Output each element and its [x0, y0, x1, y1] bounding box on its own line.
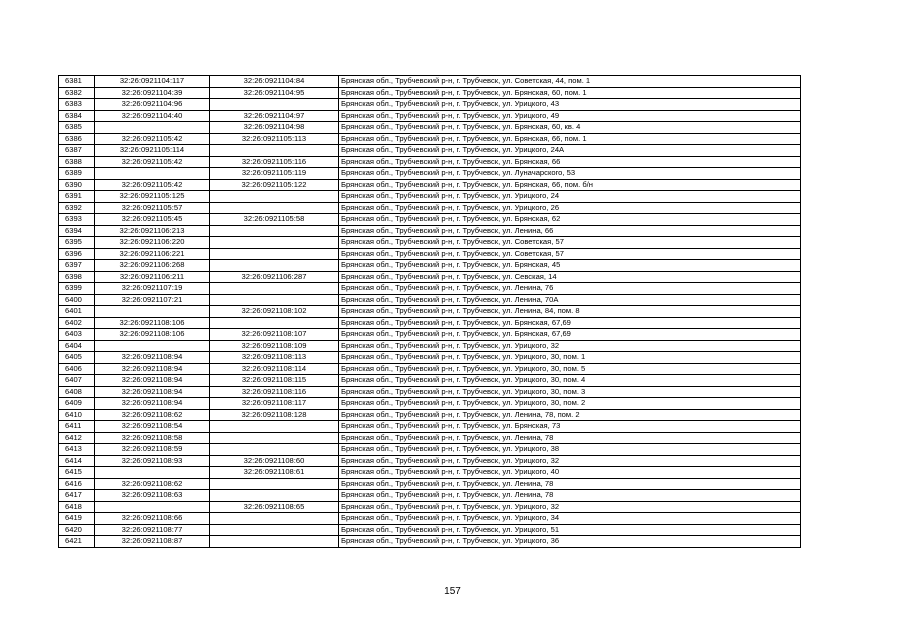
row-number-cell: 6387: [59, 145, 95, 157]
related-cadastral-number-cell: 32:26:0921105:119: [210, 168, 339, 180]
cadastral-number-cell: 32:26:0921108:94: [95, 363, 210, 375]
address-cell: Брянская обл., Трубчевский р-н, г. Трубчевск, ул. Брянская, 73: [339, 421, 801, 433]
address-cell: Брянская обл., Трубчевский р-н, г. Трубчевск, ул. Урицкого, 30, пом. 3: [339, 386, 801, 398]
related-cadastral-number-cell: 32:26:0921108:117: [210, 398, 339, 410]
row-number-cell: 6389: [59, 168, 95, 180]
row-number-cell: 6384: [59, 110, 95, 122]
table-row: [59, 168, 801, 180]
table-row: [59, 156, 801, 168]
cadastral-number-cell: 32:26:0921108:94: [95, 386, 210, 398]
table-row: [59, 340, 801, 352]
address-cell: Брянская обл., Трубчевский р-н, г. Трубчевск, ул. Брянская, 60, кв. 4: [339, 122, 801, 134]
cadastral-number-cell: 32:26:0921108:94: [95, 352, 210, 364]
registry-table-body: [59, 76, 801, 548]
cadastral-number-cell: 32:26:0921108:63: [95, 490, 210, 502]
row-number-cell: 6397: [59, 260, 95, 272]
related-cadastral-number-cell: 32:26:0921108:102: [210, 306, 339, 318]
table-row: [59, 490, 801, 502]
related-cadastral-number-cell: 32:26:0921108:113: [210, 352, 339, 364]
related-cadastral-number-cell: 32:26:0921108:115: [210, 375, 339, 387]
cadastral-number-cell: 32:26:0921108:106: [95, 317, 210, 329]
address-cell: Брянская обл., Трубчевский р-н, г. Трубчевск, ул. Урицкого, 26: [339, 202, 801, 214]
table-row: [59, 329, 801, 341]
address-cell: Брянская обл., Трубчевский р-н, г. Трубчевск, ул. Луначарского, 53: [339, 168, 801, 180]
cadastral-number-cell: 32:26:0921107:19: [95, 283, 210, 295]
table-row: [59, 214, 801, 226]
table-row: [59, 501, 801, 513]
row-number-cell: 6393: [59, 214, 95, 226]
address-cell: Брянская обл., Трубчевский р-н, г. Трубчевск, ул. Урицкого, 30, пом. 5: [339, 363, 801, 375]
page-number: 157: [444, 586, 461, 597]
row-number-cell: 6416: [59, 478, 95, 490]
address-cell: Брянская обл., Трубчевский р-н, г. Трубчевск, ул. Урицкого, 36: [339, 536, 801, 548]
cadastral-number-cell: 32:26:0921105:42: [95, 156, 210, 168]
row-number-cell: 6386: [59, 133, 95, 145]
related-cadastral-number-cell: [210, 260, 339, 272]
cadastral-number-cell: 32:26:0921106:211: [95, 271, 210, 283]
table-row: [59, 386, 801, 398]
address-cell: Брянская обл., Трубчевский р-н, г. Трубчевск, ул. Советская, 57: [339, 237, 801, 249]
row-number-cell: 6404: [59, 340, 95, 352]
address-cell: Брянская обл., Трубчевский р-н, г. Трубчевск, ул. Урицкого, 32: [339, 340, 801, 352]
address-cell: Брянская обл., Трубчевский р-н, г. Трубчевск, ул. Ленина, 76: [339, 283, 801, 295]
table-row: [59, 99, 801, 111]
table-row: [59, 283, 801, 295]
row-number-cell: 6381: [59, 76, 95, 88]
cadastral-number-cell: 32:26:0921108:106: [95, 329, 210, 341]
table-row: [59, 363, 801, 375]
related-cadastral-number-cell: 32:26:0921105:113: [210, 133, 339, 145]
cadastral-number-cell: 32:26:0921108:87: [95, 536, 210, 548]
address-cell: Брянская обл., Трубчевский р-н, г. Трубчевск, ул. Урицкого, 49: [339, 110, 801, 122]
cadastral-number-cell: 32:26:0921104:39: [95, 87, 210, 99]
row-number-cell: 6410: [59, 409, 95, 421]
table-row: [59, 421, 801, 433]
address-cell: Брянская обл., Трубчевский р-н, г. Трубчевск, ул. Брянская, 67,69: [339, 317, 801, 329]
cadastral-number-cell: [95, 501, 210, 513]
row-number-cell: 6411: [59, 421, 95, 433]
address-cell: Брянская обл., Трубчевский р-н, г. Трубчевск, ул. Урицкого, 30, пом. 1: [339, 352, 801, 364]
address-cell: Брянская обл., Трубчевский р-н, г. Трубчевск, ул. Брянская, 66: [339, 156, 801, 168]
row-number-cell: 6415: [59, 467, 95, 479]
row-number-cell: 6403: [59, 329, 95, 341]
table-row: [59, 191, 801, 203]
related-cadastral-number-cell: [210, 237, 339, 249]
row-number-cell: 6382: [59, 87, 95, 99]
address-cell: Брянская обл., Трубчевский р-н, г. Трубчевск, ул. Ленина, 84, пом. 8: [339, 306, 801, 318]
address-cell: Брянская обл., Трубчевский р-н, г. Трубчевск, ул. Урицкого, 34: [339, 513, 801, 525]
related-cadastral-number-cell: [210, 432, 339, 444]
table-row: [59, 524, 801, 536]
table-row: [59, 122, 801, 134]
cadastral-number-cell: [95, 122, 210, 134]
address-cell: Брянская обл., Трубчевский р-н, г. Трубчевск, ул. Урицкого, 30, пом. 2: [339, 398, 801, 410]
related-cadastral-number-cell: 32:26:0921108:116: [210, 386, 339, 398]
table-row: [59, 409, 801, 421]
cadastral-number-cell: 32:26:0921104:96: [95, 99, 210, 111]
related-cadastral-number-cell: 32:26:0921106:287: [210, 271, 339, 283]
cadastral-number-cell: [95, 340, 210, 352]
address-cell: Брянская обл., Трубчевский р-н, г. Трубчевск, ул. Севская, 14: [339, 271, 801, 283]
table-row: [59, 110, 801, 122]
row-number-cell: 6420: [59, 524, 95, 536]
row-number-cell: 6385: [59, 122, 95, 134]
table-row: [59, 398, 801, 410]
row-number-cell: 6383: [59, 99, 95, 111]
cadastral-number-cell: [95, 467, 210, 479]
row-number-cell: 6392: [59, 202, 95, 214]
address-cell: Брянская обл., Трубчевский р-н, г. Трубчевск, ул. Ленина, 70А: [339, 294, 801, 306]
row-number-cell: 6401: [59, 306, 95, 318]
cadastral-number-cell: [95, 168, 210, 180]
row-number-cell: 6406: [59, 363, 95, 375]
related-cadastral-number-cell: [210, 225, 339, 237]
row-number-cell: 6394: [59, 225, 95, 237]
row-number-cell: 6402: [59, 317, 95, 329]
row-number-cell: 6409: [59, 398, 95, 410]
address-cell: Брянская обл., Трубчевский р-н, г. Трубчевск, ул. Ленина, 78: [339, 490, 801, 502]
table-row: [59, 202, 801, 214]
row-number-cell: 6400: [59, 294, 95, 306]
related-cadastral-number-cell: [210, 421, 339, 433]
address-cell: Брянская обл., Трубчевский р-н, г. Трубчевск, ул. Урицкого, 32: [339, 455, 801, 467]
cadastral-number-cell: 32:26:0921105:45: [95, 214, 210, 226]
related-cadastral-number-cell: 32:26:0921104:98: [210, 122, 339, 134]
table-row: [59, 133, 801, 145]
related-cadastral-number-cell: 32:26:0921104:95: [210, 87, 339, 99]
cadastral-number-cell: 32:26:0921107:21: [95, 294, 210, 306]
address-cell: Брянская обл., Трубчевский р-н, г. Трубчевск, ул. Урицкого, 32: [339, 501, 801, 513]
table-row: [59, 455, 801, 467]
related-cadastral-number-cell: [210, 191, 339, 203]
cadastral-number-cell: 32:26:0921106:213: [95, 225, 210, 237]
related-cadastral-number-cell: [210, 478, 339, 490]
address-cell: Брянская обл., Трубчевский р-н, г. Трубчевск, ул. Брянская, 62: [339, 214, 801, 226]
related-cadastral-number-cell: 32:26:0921104:84: [210, 76, 339, 88]
table-row: [59, 294, 801, 306]
related-cadastral-number-cell: [210, 444, 339, 456]
cadastral-number-cell: 32:26:0921108:93: [95, 455, 210, 467]
table-row: [59, 478, 801, 490]
related-cadastral-number-cell: 32:26:0921108:60: [210, 455, 339, 467]
address-cell: Брянская обл., Трубчевский р-н, г. Трубчевск, ул. Урицкого, 30, пом. 4: [339, 375, 801, 387]
row-number-cell: 6417: [59, 490, 95, 502]
table-row: [59, 87, 801, 99]
row-number-cell: 6414: [59, 455, 95, 467]
table-row: [59, 317, 801, 329]
cadastral-number-cell: 32:26:0921106:221: [95, 248, 210, 260]
table-row: [59, 248, 801, 260]
cadastral-number-cell: 32:26:0921108:58: [95, 432, 210, 444]
cadastral-number-cell: 32:26:0921108:62: [95, 409, 210, 421]
address-cell: Брянская обл., Трубчевский р-н, г. Трубчевск, ул. Урицкого, 40: [339, 467, 801, 479]
cadastral-number-cell: 32:26:0921105:42: [95, 133, 210, 145]
related-cadastral-number-cell: [210, 524, 339, 536]
row-number-cell: 6419: [59, 513, 95, 525]
row-number-cell: 6421: [59, 536, 95, 548]
address-cell: Брянская обл., Трубчевский р-н, г. Трубчевск, ул. Урицкого, 43: [339, 99, 801, 111]
address-cell: Брянская обл., Трубчевский р-н, г. Трубчевск, ул. Брянская, 45: [339, 260, 801, 272]
cadastral-number-cell: 32:26:0921104:40: [95, 110, 210, 122]
related-cadastral-number-cell: 32:26:0921105:58: [210, 214, 339, 226]
table-row: [59, 513, 801, 525]
table-row: [59, 444, 801, 456]
cadastral-number-cell: 32:26:0921106:220: [95, 237, 210, 249]
table-row: [59, 352, 801, 364]
related-cadastral-number-cell: 32:26:0921108:109: [210, 340, 339, 352]
row-number-cell: 6390: [59, 179, 95, 191]
related-cadastral-number-cell: [210, 317, 339, 329]
row-number-cell: 6399: [59, 283, 95, 295]
related-cadastral-number-cell: 32:26:0921108:114: [210, 363, 339, 375]
related-cadastral-number-cell: [210, 294, 339, 306]
address-cell: Брянская обл., Трубчевский р-н, г. Трубчевск, ул. Урицкого, 24А: [339, 145, 801, 157]
related-cadastral-number-cell: 32:26:0921108:107: [210, 329, 339, 341]
cadastral-number-cell: 32:26:0921105:125: [95, 191, 210, 203]
address-cell: Брянская обл., Трубчевский р-н, г. Трубчевск, ул. Советская, 57: [339, 248, 801, 260]
table-row: [59, 76, 801, 88]
row-number-cell: 6412: [59, 432, 95, 444]
cadastral-number-cell: 32:26:0921108:59: [95, 444, 210, 456]
address-cell: Брянская обл., Трубчевский р-н, г. Трубчевск, ул. Брянская, 60, пом. 1: [339, 87, 801, 99]
row-number-cell: 6396: [59, 248, 95, 260]
address-cell: Брянская обл., Трубчевский р-н, г. Трубчевск, ул. Брянская, 67,69: [339, 329, 801, 341]
address-cell: Брянская обл., Трубчевский р-н, г. Трубчевск, ул. Брянская, 66, пом. б/н: [339, 179, 801, 191]
related-cadastral-number-cell: 32:26:0921104:97: [210, 110, 339, 122]
cadastral-number-cell: 32:26:0921108:94: [95, 398, 210, 410]
table-row: [59, 145, 801, 157]
cadastral-number-cell: 32:26:0921105:42: [95, 179, 210, 191]
address-cell: Брянская обл., Трубчевский р-н, г. Трубчевск, ул. Ленина, 66: [339, 225, 801, 237]
address-cell: Брянская обл., Трубчевский р-н, г. Трубчевск, ул. Урицкого, 38: [339, 444, 801, 456]
related-cadastral-number-cell: [210, 536, 339, 548]
table-row: [59, 467, 801, 479]
cadastral-number-cell: [95, 306, 210, 318]
row-number-cell: 6418: [59, 501, 95, 513]
address-cell: Брянская обл., Трубчевский р-н, г. Трубчевск, ул. Советская, 44, пом. 1: [339, 76, 801, 88]
table-row: [59, 375, 801, 387]
related-cadastral-number-cell: 32:26:0921105:122: [210, 179, 339, 191]
cadastral-number-cell: 32:26:0921105:57: [95, 202, 210, 214]
table-row: [59, 237, 801, 249]
property-registry-table: [58, 75, 801, 548]
related-cadastral-number-cell: 32:26:0921108:128: [210, 409, 339, 421]
cadastral-number-cell: 32:26:0921108:54: [95, 421, 210, 433]
row-number-cell: 6407: [59, 375, 95, 387]
row-number-cell: 6398: [59, 271, 95, 283]
table-row: [59, 306, 801, 318]
row-number-cell: 6391: [59, 191, 95, 203]
related-cadastral-number-cell: [210, 248, 339, 260]
table-row: [59, 536, 801, 548]
related-cadastral-number-cell: [210, 513, 339, 525]
row-number-cell: 6395: [59, 237, 95, 249]
related-cadastral-number-cell: 32:26:0921108:61: [210, 467, 339, 479]
cadastral-number-cell: 32:26:0921108:94: [95, 375, 210, 387]
address-cell: Брянская обл., Трубчевский р-н, г. Трубчевск, ул. Брянская, 66, пом. 1: [339, 133, 801, 145]
address-cell: Брянская обл., Трубчевский р-н, г. Трубчевск, ул. Ленина, 78, пом. 2: [339, 409, 801, 421]
related-cadastral-number-cell: [210, 202, 339, 214]
related-cadastral-number-cell: 32:26:0921108:65: [210, 501, 339, 513]
cadastral-number-cell: 32:26:0921108:66: [95, 513, 210, 525]
related-cadastral-number-cell: [210, 490, 339, 502]
table-row: [59, 271, 801, 283]
related-cadastral-number-cell: 32:26:0921105:116: [210, 156, 339, 168]
cadastral-number-cell: 32:26:0921105:114: [95, 145, 210, 157]
related-cadastral-number-cell: [210, 145, 339, 157]
table-row: [59, 225, 801, 237]
row-number-cell: 6405: [59, 352, 95, 364]
table-row: [59, 179, 801, 191]
address-cell: Брянская обл., Трубчевский р-н, г. Трубчевск, ул. Ленина, 78: [339, 478, 801, 490]
cadastral-number-cell: 32:26:0921104:117: [95, 76, 210, 88]
address-cell: Брянская обл., Трубчевский р-н, г. Трубчевск, ул. Ленина, 78: [339, 432, 801, 444]
row-number-cell: 6413: [59, 444, 95, 456]
cadastral-number-cell: 32:26:0921106:268: [95, 260, 210, 272]
cadastral-number-cell: 32:26:0921108:77: [95, 524, 210, 536]
address-cell: Брянская обл., Трубчевский р-н, г. Трубчевск, ул. Урицкого, 24: [339, 191, 801, 203]
related-cadastral-number-cell: [210, 283, 339, 295]
row-number-cell: 6388: [59, 156, 95, 168]
address-cell: Брянская обл., Трубчевский р-н, г. Трубчевск, ул. Урицкого, 51: [339, 524, 801, 536]
related-cadastral-number-cell: [210, 99, 339, 111]
cadastral-number-cell: 32:26:0921108:62: [95, 478, 210, 490]
table-row: [59, 260, 801, 272]
table-row: [59, 432, 801, 444]
row-number-cell: 6408: [59, 386, 95, 398]
